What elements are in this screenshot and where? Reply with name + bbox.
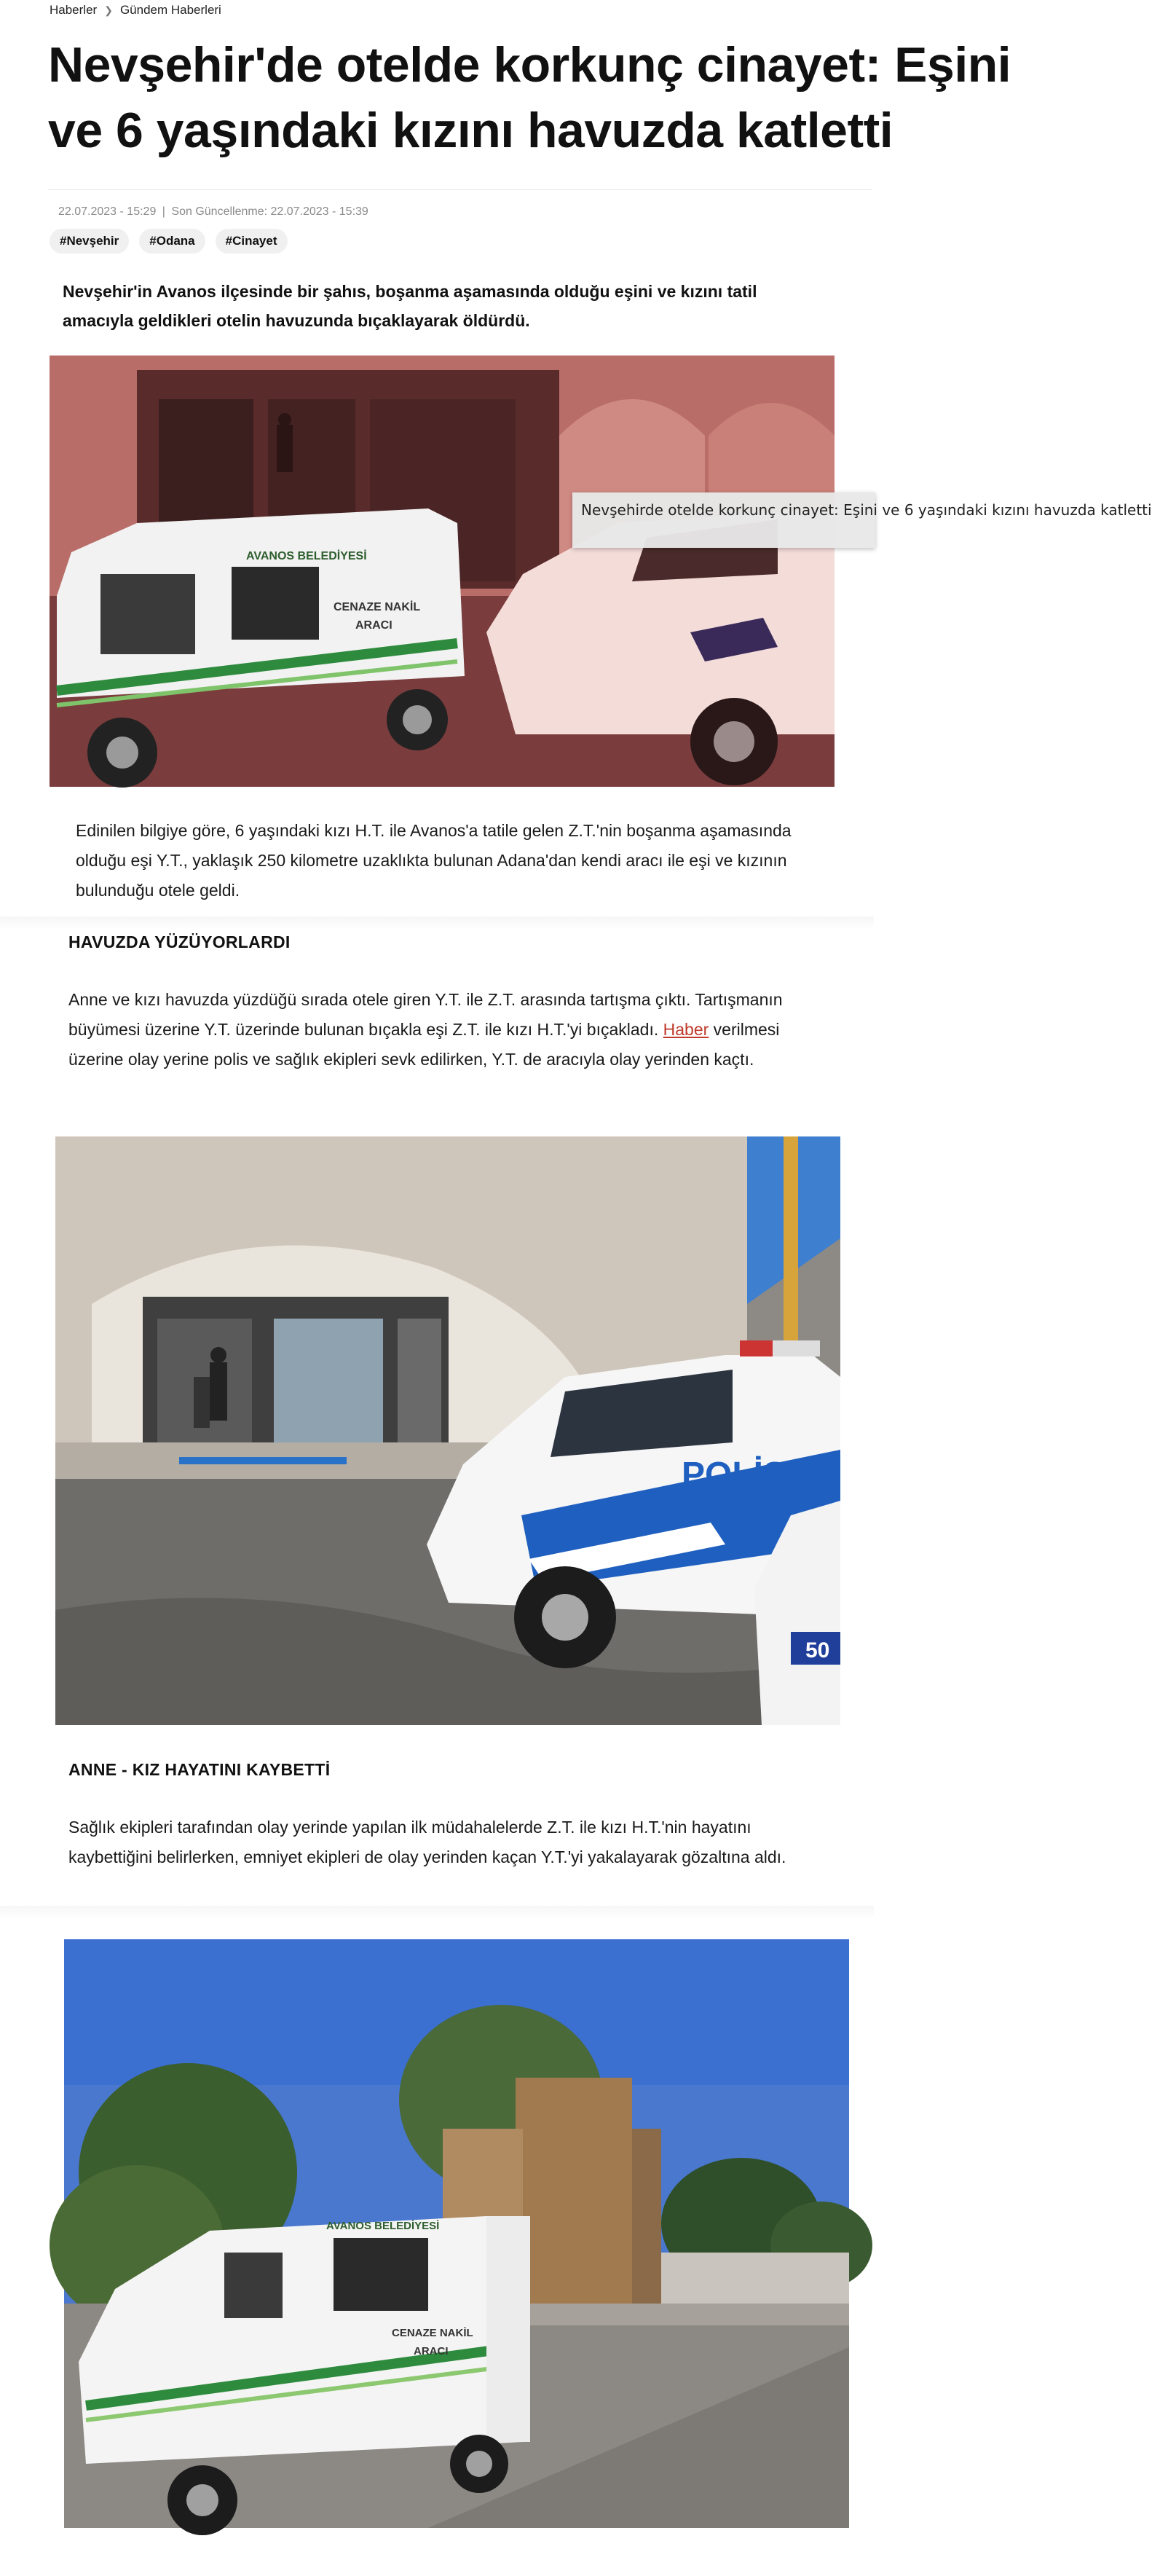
- paragraph-2-text-start: Anne ve kızı havuzda yüzdüğü sırada otele giren Y.T. ile Z.T. arasında tartışma çıktı. Tartışmanın büyümesi üzerine Y.T. üzerinde bulunan bıçakla eşi Z.T. ile kızı H.T.'yi bıçakladı.: [68, 990, 783, 1039]
- subheading-pool: HAVUZDA YÜZÜYORLARDI: [68, 932, 291, 951]
- breadcrumb-home-link[interactable]: Haberler: [50, 3, 98, 17]
- hearse-text-line1-2: CENAZE NAKİL: [392, 2327, 473, 2339]
- breadcrumb: [50, 3, 221, 17]
- police-car-photo: [55, 1136, 840, 1725]
- paragraph-2-text-end: verilmesi üzerine olay yerine polis ve sağlık ekipleri sevk edilirken, Y.T. de aracıyla olay yerinden kaçtı.: [68, 1020, 780, 1069]
- article-image-3[interactable]: [64, 1939, 849, 2528]
- tag-cinayet[interactable]: #Cinayet: [216, 229, 288, 254]
- image-title-tooltip: Nevşehirde otelde korkunç cinayet: Eşini ve 6 yaşındaki kızını havuzda katletti: [572, 492, 875, 548]
- hearse-text-line2-2: ARACI: [414, 2345, 449, 2357]
- municipality-text-2: AVANOS BELEDİYESİ: [326, 2220, 440, 2232]
- police-text: POLİS: [682, 1456, 787, 1494]
- article-title: Nevşehir'de otelde korkunç cinayet: Eşini ve 6 yaşındaki kızını havuzda katletti: [48, 37, 1011, 158]
- paragraph-3: Sağlık ekipleri tarafından olay yerinde yapılan ilk müdahalelerde Z.T. ile kızı H.T.'nin hayatını kaybettiğini belirlerken, emniyet ekipleri de olay yerinden kaçan Y.T.'yi yakalayarak gözaltına aldı.: [68, 1818, 786, 1866]
- hearse-text-line2: ARACI: [355, 619, 392, 632]
- title-divider: [48, 189, 872, 190]
- section-divider-2: [0, 1906, 874, 1919]
- breadcrumb-section-link[interactable]: Gündem Haberleri: [119, 3, 221, 17]
- tag-nevsehir[interactable]: #Nevşehir: [50, 229, 129, 254]
- article-image-2[interactable]: [55, 1136, 840, 1725]
- hearse-text-line1: CENAZE NAKİL: [334, 601, 421, 613]
- section-divider: [0, 916, 874, 930]
- article-image-1[interactable]: [50, 356, 835, 787]
- chevron-right-icon: ❯: [104, 4, 113, 16]
- plate-text: 50: [805, 1638, 830, 1662]
- published-date: 22.07.2023 - 15:29: [58, 205, 157, 218]
- subheading-mother-daughter: ANNE - KIZ HAYATINI KAYBETTİ: [68, 1760, 331, 1779]
- haber-link[interactable]: Haber: [663, 1020, 709, 1039]
- tag-list: [50, 229, 288, 254]
- article-dates: [58, 205, 368, 219]
- date-separator: |: [162, 205, 165, 218]
- hotel-entrance-photo: [50, 356, 835, 787]
- tag-odana[interactable]: #Odana: [139, 229, 205, 254]
- paragraph-2: [68, 985, 797, 1075]
- paragraph-1: Edinilen bilgiye göre, 6 yaşındaki kızı H.T. ile Avanos'a tatile gelen Z.T.'nin boşanma aşamasında olduğu eşi Y.T., yaklaşık 250 kilometre uzaklıkta bulunan Adana'dan kendi aracı ile eşi ve kızının bulunduğu otele geldi.: [76, 821, 792, 900]
- article-lead: Nevşehir'in Avanos ilçesinde bir şahıs, boşanma aşamasında olduğu eşini ve kızını tatil amacıyla geldikleri otelin havuzunda bıçaklayarak öldürdü.: [63, 282, 757, 330]
- municipality-text: AVANOS BELEDİYESİ: [246, 550, 367, 562]
- hearse-photo: [64, 1939, 849, 2528]
- updated-date: Son Güncellenme: 22.07.2023 - 15:39: [171, 205, 368, 218]
